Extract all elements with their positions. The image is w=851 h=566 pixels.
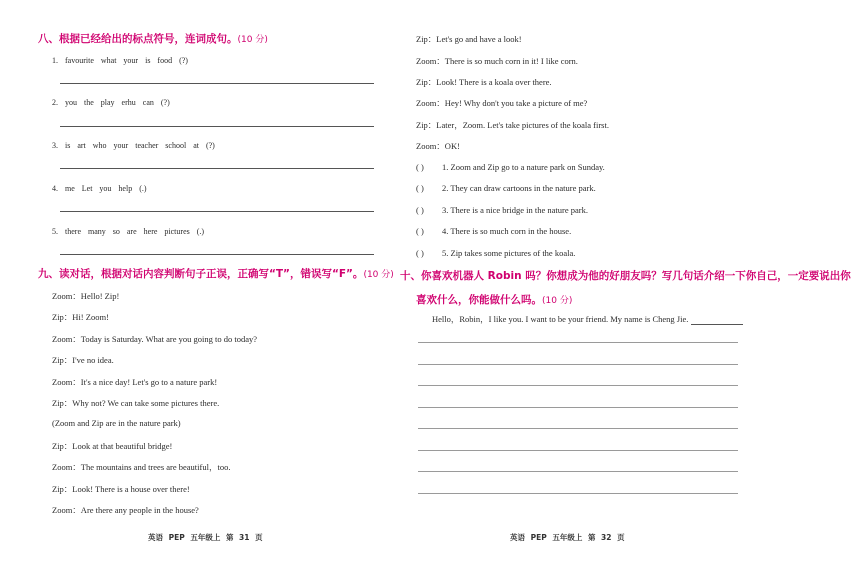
dialogue-line: Zip：Why not? We can take some pictures there. <box>52 398 220 408</box>
question-8-4: 4. me Let you help (.) <box>52 184 147 193</box>
tf-answer-box[interactable]: ( ) <box>416 205 424 215</box>
dialogue-line: Zoom：The mountains and trees are beautiful，too. <box>52 462 231 472</box>
question-8-5: 5. there many so are here pictures (.) <box>52 227 205 236</box>
tf-statement-text: 1. Zoom and Zip go to a nature park on Sunday. <box>442 162 605 172</box>
dialogue-line: Zip：Look! There is a koala over there. <box>416 77 552 87</box>
dialogue-line: Zip：Look at that beautiful bridge! <box>52 441 173 451</box>
dialogue-line: Zoom：Today is Saturday. What are you going to do today? <box>52 334 258 344</box>
question-8-2: 2. you the play erhu can (?) <box>52 98 170 107</box>
dialogue-line: Zoom：There is so much corn in it! I like corn. <box>416 56 578 66</box>
answer-line-8-2[interactable] <box>60 126 374 127</box>
tf-statement-text: 4. There is so much corn in the house. <box>442 226 572 236</box>
tf-statement <box>416 183 596 193</box>
section-10-title-line2: 喜欢什么，你能做什么吗。(10 分) <box>416 294 573 306</box>
tf-answer-box[interactable]: ( ) <box>416 162 424 172</box>
tf-answer-box[interactable]: ( ) <box>416 226 424 236</box>
tf-statement-text: 3. There is a nice bridge in the nature park. <box>442 205 588 215</box>
writing-line[interactable] <box>418 493 738 494</box>
dialogue-line: Zoom：Hey! Why don't you take a picture of me? <box>416 98 588 108</box>
writing-line[interactable] <box>418 407 738 408</box>
section-10-title-line1: 十、你喜欢机器人 Robin 吗？你想成为他的好朋友吗？写几句话介绍一下你自己，一定要说出你 <box>400 270 851 282</box>
tf-statement <box>416 205 588 215</box>
dialogue-line: Zip：Later，Zoom. Let's take pictures of the koala first. <box>416 120 609 130</box>
section-8-title: 八、根据已经给出的标点符号，连词成句。(10 分) <box>38 33 268 45</box>
dialogue-line: Zoom：It's a nice day! Let's go to a nature park! <box>52 377 218 387</box>
writing-line[interactable] <box>418 342 738 343</box>
answer-line-8-4[interactable] <box>60 211 374 212</box>
section-9-title: 九、读对话，根据对话内容判断句子正误，正确写“T”，错误写“F”。(10 分) <box>38 268 394 280</box>
writing-intro: Hello，Robin，I like you. I want to be your friend. My name is Cheng Jie. <box>432 313 743 325</box>
left-page <box>0 0 400 566</box>
tf-statement <box>416 226 571 236</box>
page-footer-32: 英语 PEP 五年级上 第 32 页 <box>510 533 625 542</box>
dialogue-line: (Zoom and Zip are in the nature park) <box>52 418 181 428</box>
dialogue-line: Zip：Hi! Zoom! <box>52 312 109 322</box>
tf-answer-box[interactable]: ( ) <box>416 183 424 193</box>
dialogue-line: Zip：Look! There is a house over there! <box>52 484 190 494</box>
writing-line[interactable] <box>418 428 738 429</box>
question-8-1: 1. favourite what your is food (?) <box>52 56 188 65</box>
dialogue-line: Zoom：OK! <box>416 141 460 151</box>
writing-line[interactable] <box>418 450 738 451</box>
writing-line[interactable] <box>418 385 738 386</box>
page-footer-31: 英语 PEP 五年级上 第 31 页 <box>148 533 263 542</box>
dialogue-line: Zip：Let's go and have a look! <box>416 34 522 44</box>
writing-line[interactable] <box>418 364 738 365</box>
writing-line[interactable] <box>418 471 738 472</box>
tf-statement-text: 2. They can draw cartoons in the nature park. <box>442 183 596 193</box>
answer-line-8-5[interactable] <box>60 254 374 255</box>
dialogue-line: Zip：I've no idea. <box>52 355 114 365</box>
question-8-3: 3. is art who your teacher school at (?) <box>52 141 215 150</box>
dialogue-line: Zoom：Are there any people in the house? <box>52 505 199 515</box>
section-8-score: (10 分) <box>237 35 268 45</box>
right-page <box>400 0 851 566</box>
tf-statement-text: 5. Zip takes some pictures of the koala. <box>442 248 576 258</box>
answer-line-8-1[interactable] <box>60 83 374 84</box>
tf-statement <box>416 248 575 258</box>
answer-line-8-3[interactable] <box>60 168 374 169</box>
writing-blank[interactable] <box>691 315 743 325</box>
section-10-score: (10 分) <box>542 296 573 306</box>
tf-statement <box>416 162 605 172</box>
dialogue-line: Zoom：Hello! Zip! <box>52 291 120 301</box>
section-9-score: (10 分) <box>363 270 394 280</box>
tf-answer-box[interactable]: ( ) <box>416 248 424 258</box>
